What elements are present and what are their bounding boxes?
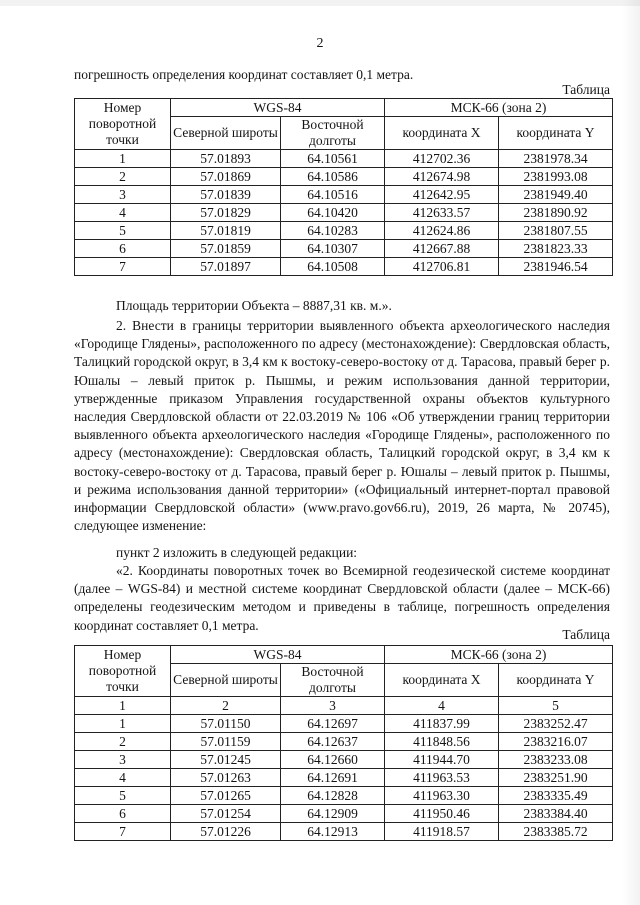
quoted-text: «2. Координаты поворотных точек во Всемирной геодезической системе координат (далее – WGS-84) и местной системе координат Свердловской области (далее – МСК-66) определены геодезическим методом и приведены в таблице, погрешность определения координат составляет 0,1 метра. <box>74 563 610 633</box>
table1-header-point: Номер поворотной точки <box>75 99 171 150</box>
table-cell: 2383216.07 <box>499 733 613 751</box>
table-cell: 7 <box>75 258 171 276</box>
table-cell: 57.01869 <box>171 168 281 186</box>
table-cell: 2381993.08 <box>499 168 613 186</box>
quoted-paragraph <box>74 562 610 635</box>
table-cell: 2383233.08 <box>499 751 613 769</box>
table-cell: 57.01897 <box>171 258 281 276</box>
table-cell: 64.12691 <box>281 769 385 787</box>
table-row <box>75 150 613 168</box>
table-row <box>75 186 613 204</box>
column-number: 5 <box>499 697 613 715</box>
table-cell: 64.12660 <box>281 751 385 769</box>
table-cell: 5 <box>75 222 171 240</box>
table-cell: 2383251.90 <box>499 769 613 787</box>
amendment-text: 2. Внести в границы территории выявленного объекта археологического наследия «Городище Глядены», расположенного по адресу (местонахождение): Свердловская область, Талицкий городской округ, в 3,4 км к востоку-северо-востоку от д. Тарасова, правый берег р. Юшалы – левый приток р. Пышмы, и режим использования данной территории, утвержденные приказом Управления государственной охраны объектов культурного наследия Свердловской области от 22.03.2019 № 106 «Об утверждении границ территории выявленного объекта археологического наследия «Городище Глядены», расположенного по адресу (местонахождение): Свердловская область, Талицкий городской округ, в 3,4 км к востоку-северо-востоку от д. Тарасова, правый берег р. Юшалы – левый приток р. Пышмы, и режима использования данной территории» («Официальный интернет-портал правовой информации Свердловской области» (www.pravo.gov66.ru), 2019, 26 марта, № 20745), следующее изменение: <box>74 318 610 534</box>
table-cell: 2381949.40 <box>499 186 613 204</box>
table-cell: 2381823.33 <box>499 240 613 258</box>
table-cell: 2381807.55 <box>499 222 613 240</box>
table-cell: 64.12637 <box>281 733 385 751</box>
table-cell: 57.01254 <box>171 805 281 823</box>
table-cell: 57.01263 <box>171 769 281 787</box>
table2-header-lat: Северной широты <box>171 664 281 697</box>
table-cell: 1 <box>75 150 171 168</box>
table2-header-x: координата X <box>385 664 499 697</box>
table-cell: 64.10307 <box>281 240 385 258</box>
table-cell: 57.01150 <box>171 715 281 733</box>
table1-header-wgs: WGS-84 <box>171 99 385 117</box>
table-row <box>75 769 613 787</box>
table-cell: 2381946.54 <box>499 258 613 276</box>
table-cell: 2383384.40 <box>499 805 613 823</box>
table-cell: 64.10586 <box>281 168 385 186</box>
table-row <box>75 733 613 751</box>
table2-header-point: Номер поворотной точки <box>75 646 171 697</box>
table-cell: 64.12909 <box>281 805 385 823</box>
instruction-line: пункт 2 изложить в следующей редакции: <box>116 545 358 560</box>
table2-caption: Таблица <box>562 627 610 642</box>
table-row <box>75 823 613 841</box>
table-cell: 57.01226 <box>171 823 281 841</box>
table-cell: 64.12697 <box>281 715 385 733</box>
table-cell: 6 <box>75 240 171 258</box>
table-cell: 412702.36 <box>385 150 499 168</box>
table-cell: 1 <box>75 715 171 733</box>
scan-shadow-top <box>0 0 640 6</box>
table2-header-y: координата Y <box>499 664 613 697</box>
table-cell: 412624.86 <box>385 222 499 240</box>
table-cell: 7 <box>75 823 171 841</box>
table-cell: 64.10516 <box>281 186 385 204</box>
table-row <box>75 204 613 222</box>
table-cell: 2 <box>75 733 171 751</box>
table-cell: 3 <box>75 186 171 204</box>
table-row <box>75 240 613 258</box>
table-cell: 64.10283 <box>281 222 385 240</box>
table-cell: 4 <box>75 204 171 222</box>
table-cell: 2383252.47 <box>499 715 613 733</box>
table2-column-numbers-row <box>75 697 613 715</box>
table1-header-msk: МСК-66 (зона 2) <box>385 99 613 117</box>
table-cell: 57.01159 <box>171 733 281 751</box>
table2-header-wgs: WGS-84 <box>171 646 385 664</box>
table-cell: 64.12913 <box>281 823 385 841</box>
table-row <box>75 258 613 276</box>
table1-header-x: координата X <box>385 117 499 150</box>
table-cell: 57.01819 <box>171 222 281 240</box>
table-row <box>75 168 613 186</box>
table-cell: 2381890.92 <box>499 204 613 222</box>
table-cell: 411963.30 <box>385 787 499 805</box>
intro-line: погрешность определения координат составляет 0,1 метра. <box>74 67 414 82</box>
table-cell: 411963.53 <box>385 769 499 787</box>
table1-header-lat: Северной широты <box>171 117 281 150</box>
table-cell: 57.01265 <box>171 787 281 805</box>
table-row <box>75 805 613 823</box>
table-cell: 412642.95 <box>385 186 499 204</box>
table2-header-msk: МСК-66 (зона 2) <box>385 646 613 664</box>
column-number: 3 <box>281 697 385 715</box>
table-cell: 411918.57 <box>385 823 499 841</box>
column-number: 2 <box>171 697 281 715</box>
table-cell: 64.10420 <box>281 204 385 222</box>
column-number: 4 <box>385 697 499 715</box>
table-cell: 3 <box>75 751 171 769</box>
table-cell: 2381978.34 <box>499 150 613 168</box>
table-cell: 57.01893 <box>171 150 281 168</box>
table-cell: 2383385.72 <box>499 823 613 841</box>
table-row <box>75 751 613 769</box>
table1-caption: Таблица <box>562 82 610 97</box>
table1-header-y: координата Y <box>499 117 613 150</box>
table2-header-lon: Восточной долготы <box>281 664 385 697</box>
table-cell: 411848.56 <box>385 733 499 751</box>
table-cell: 6 <box>75 805 171 823</box>
table2 <box>74 645 613 841</box>
column-number: 1 <box>75 697 171 715</box>
table-cell: 57.01245 <box>171 751 281 769</box>
table-cell: 412633.57 <box>385 204 499 222</box>
table-cell: 57.01859 <box>171 240 281 258</box>
table-row <box>75 715 613 733</box>
table1 <box>74 98 613 276</box>
table-cell: 411950.46 <box>385 805 499 823</box>
table-cell: 64.10561 <box>281 150 385 168</box>
table-row <box>75 787 613 805</box>
table-cell: 4 <box>75 769 171 787</box>
table-cell: 64.10508 <box>281 258 385 276</box>
table-cell: 411837.99 <box>385 715 499 733</box>
area-line: Площадь территории Объекта – 8887,31 кв. м.». <box>116 298 392 313</box>
table-cell: 412674.98 <box>385 168 499 186</box>
table-cell: 57.01829 <box>171 204 281 222</box>
scan-shadow-edge <box>622 0 640 905</box>
table-cell: 2383335.49 <box>499 787 613 805</box>
table-cell: 57.01839 <box>171 186 281 204</box>
table-cell: 2 <box>75 168 171 186</box>
table1-header-lon: Восточной долготы <box>281 117 385 150</box>
page-number: 2 <box>316 36 324 51</box>
table-cell: 5 <box>75 787 171 805</box>
table-cell: 411944.70 <box>385 751 499 769</box>
table-row <box>75 222 613 240</box>
table-cell: 64.12828 <box>281 787 385 805</box>
table-cell: 412706.81 <box>385 258 499 276</box>
table-cell: 412667.88 <box>385 240 499 258</box>
amendment-paragraph <box>74 317 610 535</box>
